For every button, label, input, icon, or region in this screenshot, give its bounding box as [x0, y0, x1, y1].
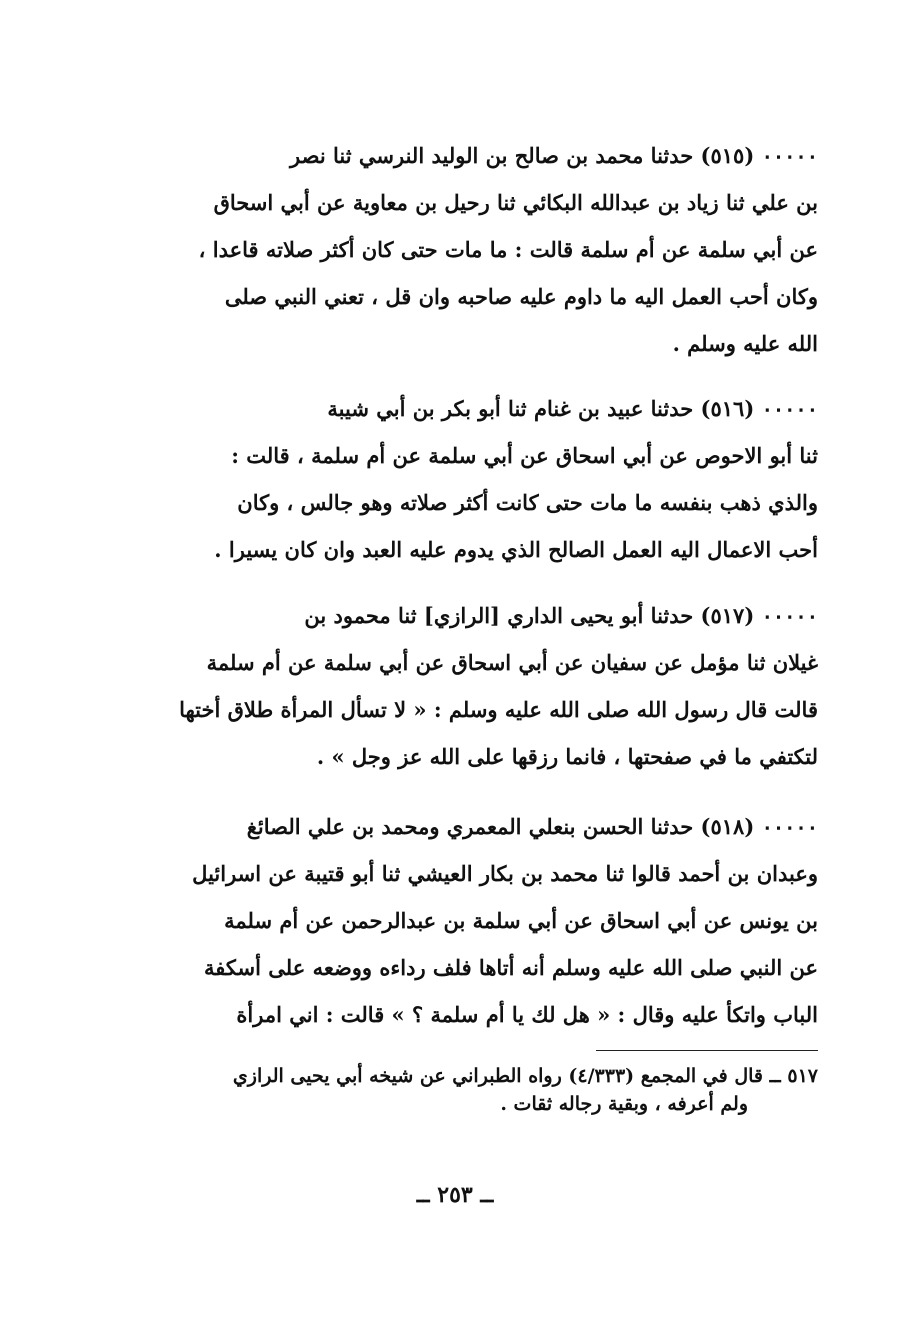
text-line: بن يونس عن أبي اسحاق عن أبي سلمة بن عبدالرحمن عن أم سلمة [224, 908, 818, 933]
footnote-divider [596, 1050, 818, 1051]
text-line: الله عليه وسلم . [672, 331, 818, 356]
text-line: غيلان ثنا مؤمل عن سفيان عن أبي اسحاق عن أبي سلمة عن أم سلمة [206, 650, 818, 675]
text-line: بن علي ثنا زياد بن عبدالله البكائي ثنا رحيل بن معاوية عن أبي اسحاق [213, 190, 818, 215]
text-line: ٠٠٠٠٠ (٥١٧) حدثنا أبو يحيى الداري [الرازي] ثنا محمود بن [304, 603, 818, 628]
footnote-line: ولم أعرفه ، وبقية رجاله ثقات . [500, 1093, 748, 1115]
text-line: ٠٠٠٠٠ (٥١٨) حدثنا الحسن بنعلي المعمري ومحمد بن علي الصائغ [246, 814, 818, 839]
text-line: عن النبي صلى الله عليه وسلم أنه أتاها فلف رداءه ووضعه على أسكفة [204, 955, 818, 980]
text-line: الباب واتكأ عليه وقال : « هل لك يا أم سلمة ؟ » قالت : اني امرأة [236, 1002, 818, 1027]
text-line: أحب الاعمال اليه العمل الصالح الذي يدوم عليه العبد وان كان يسيرا . [214, 537, 818, 562]
hadith-517 [110, 592, 818, 780]
text-line: وعبدان بن أحمد قالوا ثنا محمد بن بكار العيشي ثنا أبو قتيبة عن اسرائيل [192, 861, 818, 886]
page-number: ــ ٢٥٣ ــ [416, 1182, 494, 1208]
text-line: والذي ذهب بنفسه ما مات حتى كانت أكثر صلاته وهو جالس ، وكان [237, 490, 818, 515]
text-line: ٠٠٠٠٠ (٥١٦) حدثنا عبيد بن غنام ثنا أبو بكر بن أبي شيبة [327, 396, 818, 421]
text-line: وكان أحب العمل اليه ما داوم عليه صاحبه وان قل ، تعني النبي صلى [224, 284, 818, 309]
text-line: ٠٠٠٠٠ (٥١٥) حدثنا محمد بن صالح بن الوليد النرسي ثنا نصر [290, 143, 818, 168]
hadith-516 [110, 385, 818, 573]
text-line: عن أبي سلمة عن أم سلمة قالت : ما مات حتى كان أكثر صلاته قاعدا ، [198, 237, 818, 262]
footnote-line: ٥١٧ ــ قال في المجمع (٤/٣٣٣) رواه الطبراني عن شيخه أبي يحيى الرازي [232, 1065, 818, 1087]
text-line: لتكتفي ما في صفحتها ، فانما رزقها على الله عز وجل » . [316, 744, 818, 769]
hadith-515 [110, 132, 818, 367]
text-line: قالت قال رسول الله صلى الله عليه وسلم : « لا تسأل المرأة طلاق أختها [179, 697, 818, 722]
text-line: ثنا أبو الاحوص عن أبي اسحاق عن أبي سلمة عن أم سلمة ، قالت : [231, 443, 818, 468]
footnote [110, 1062, 818, 1118]
hadith-518 [110, 803, 818, 1038]
